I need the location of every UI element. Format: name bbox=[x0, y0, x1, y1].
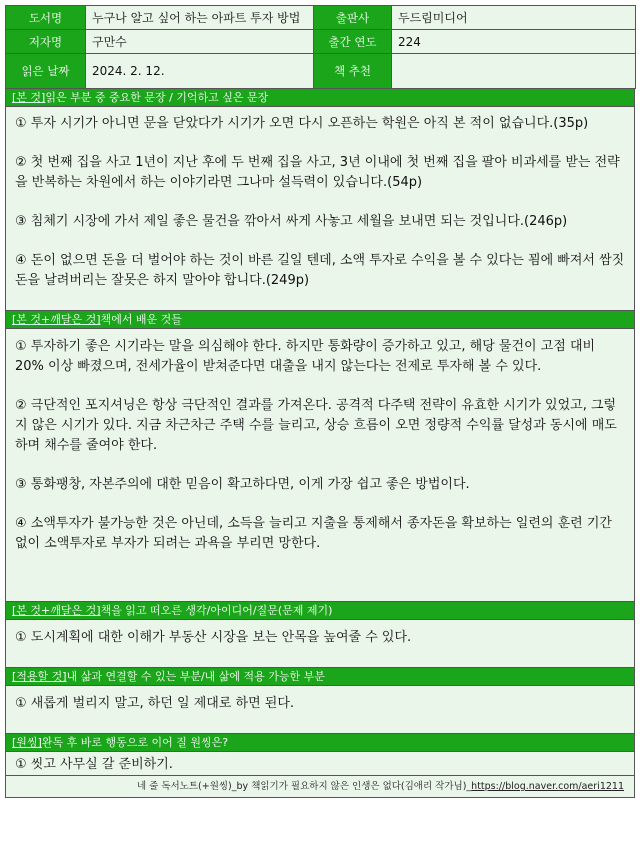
author-value[interactable]: 구만수 bbox=[86, 30, 314, 54]
note-item: ① 새롭게 벌리지 말고, 하던 일 제대로 하면 된다. bbox=[15, 696, 295, 711]
year-label: 출간 연도 bbox=[314, 30, 392, 54]
title-value[interactable]: 누구나 알고 싶어 하는 아파트 투자 방법 bbox=[86, 6, 314, 30]
section-header bbox=[6, 668, 634, 686]
title-label: 도서명 bbox=[6, 6, 86, 30]
note-item: ③ 통화팽창, 자본주의에 대한 믿음이 확고하다면, 이게 가장 쉽고 좋은 방법이다. bbox=[15, 477, 470, 492]
section-header bbox=[6, 734, 634, 752]
section-tag: [적용할 것] bbox=[12, 670, 67, 683]
note-item: ③ 침체기 시장에 가서 제일 좋은 물건을 깎아서 싸게 사놓고 세월을 보내면 되는 것입니다.(246p) bbox=[15, 214, 568, 229]
footer-credit bbox=[5, 776, 635, 798]
section-header bbox=[6, 311, 634, 329]
section-tag: [본 것] bbox=[12, 91, 46, 104]
section-body[interactable] bbox=[6, 620, 634, 667]
recommend-value[interactable] bbox=[392, 54, 636, 89]
section-title: 책에서 배운 것들 bbox=[100, 313, 182, 326]
note-item: ① 투자 시기가 아니면 문을 닫았다가 시기가 오면 다시 오픈하는 학원은 아직 본 적이 없습니다.(35p) bbox=[15, 116, 589, 131]
section-title: 책을 읽고 떠오른 생각/아이디어/질문(문제 제기) bbox=[100, 604, 333, 617]
date-label: 읽은 날짜 bbox=[6, 54, 86, 89]
note-item: ① 씻고 사무실 갈 준비하기. bbox=[15, 757, 173, 772]
recommend-label: 책 추천 bbox=[314, 54, 392, 89]
section-header bbox=[6, 602, 634, 620]
section-apply bbox=[5, 668, 635, 734]
date-value[interactable]: 2024. 2. 12. bbox=[86, 54, 314, 89]
section-one-thing bbox=[5, 734, 635, 776]
reading-note-sheet bbox=[5, 5, 635, 798]
section-body[interactable] bbox=[6, 686, 634, 733]
blog-link[interactable]: https://blog.naver.com/aeri1211 bbox=[471, 781, 624, 792]
note-item: ① 투자하기 좋은 시기라는 말을 의심해야 한다. 하지만 통화량이 증가하고 있고, 해당 물건이 고점 대비 20% 이상 빠졌으며, 전세가율이 받쳐준다면 대출을 내지 않는다는 전제로 투자해 볼 수 있다. bbox=[15, 339, 596, 374]
author-label: 저자명 bbox=[6, 30, 86, 54]
section-body[interactable] bbox=[6, 329, 634, 601]
note-item: ② 첫 번째 집을 사고 1년이 지난 후에 두 번째 집을 사고, 3년 이내에 첫 번째 집을 팔아 비과세를 받는 전략을 반복하는 차원에서 하는 이야기라면 그나마 설득력이 있습니다.(54p) bbox=[15, 155, 620, 190]
section-title: 내 삶과 연결할 수 있는 부분/내 삶에 적용 가능한 부분 bbox=[66, 670, 325, 683]
note-item: ④ 돈이 없으면 돈을 더 벌어야 하는 것이 바른 길일 텐데, 소액 투자로 수익을 볼 수 있다는 꾐에 빠져서 쌈짓돈을 날려버리는 잘못은 하지 말아야 합니다.(249p) bbox=[15, 253, 625, 288]
section-header bbox=[6, 89, 634, 107]
year-value[interactable]: 224 bbox=[392, 30, 636, 54]
footer-text: 네 줄 독서노트(+원씽)_by 책읽기가 필요하지 않은 인생은 없다(김애리 작가님)_ bbox=[136, 781, 472, 792]
note-item: ② 극단적인 포지셔닝은 항상 극단적인 결과를 가져온다. 공격적 다주택 전략이 유효한 시기가 있었고, 그렇지 않은 시기가 있다. 지금 차근차근 주택 수를 늘리고, 상승 흐름이 오면 정량적 수익률 달성과 동시에 매도하며 채수를 줄여야 한다. bbox=[15, 398, 617, 453]
note-item: ① 도시계획에 대한 이해가 부동산 시장을 보는 안목을 높여줄 수 있다. bbox=[15, 630, 412, 645]
section-learned bbox=[5, 311, 635, 602]
section-title: 완독 후 바로 행동으로 이어 질 원씽은? bbox=[41, 736, 229, 749]
section-title: 읽은 부분 중 중요한 문장 / 기억하고 싶은 문장 bbox=[45, 91, 269, 104]
section-tag: [원씽] bbox=[12, 736, 42, 749]
section-tag: [본 것+깨달은 것] bbox=[12, 604, 101, 617]
publisher-value[interactable]: 두드림미디어 bbox=[392, 6, 636, 30]
note-item: ④ 소액투자가 불가능한 것은 아닌데, 소득을 늘리고 지출을 통제해서 종자돈을 확보하는 일련의 훈련 기간 없이 소액투자로 부자가 되려는 과욕을 부리면 망한다. bbox=[15, 516, 612, 551]
section-ideas bbox=[5, 602, 635, 668]
book-info-table bbox=[5, 5, 636, 89]
section-seen bbox=[5, 89, 635, 311]
section-tag: [본 것+깨달은 것] bbox=[12, 313, 101, 326]
publisher-label: 출판사 bbox=[314, 6, 392, 30]
section-body[interactable] bbox=[6, 107, 634, 310]
section-body[interactable] bbox=[6, 752, 634, 775]
